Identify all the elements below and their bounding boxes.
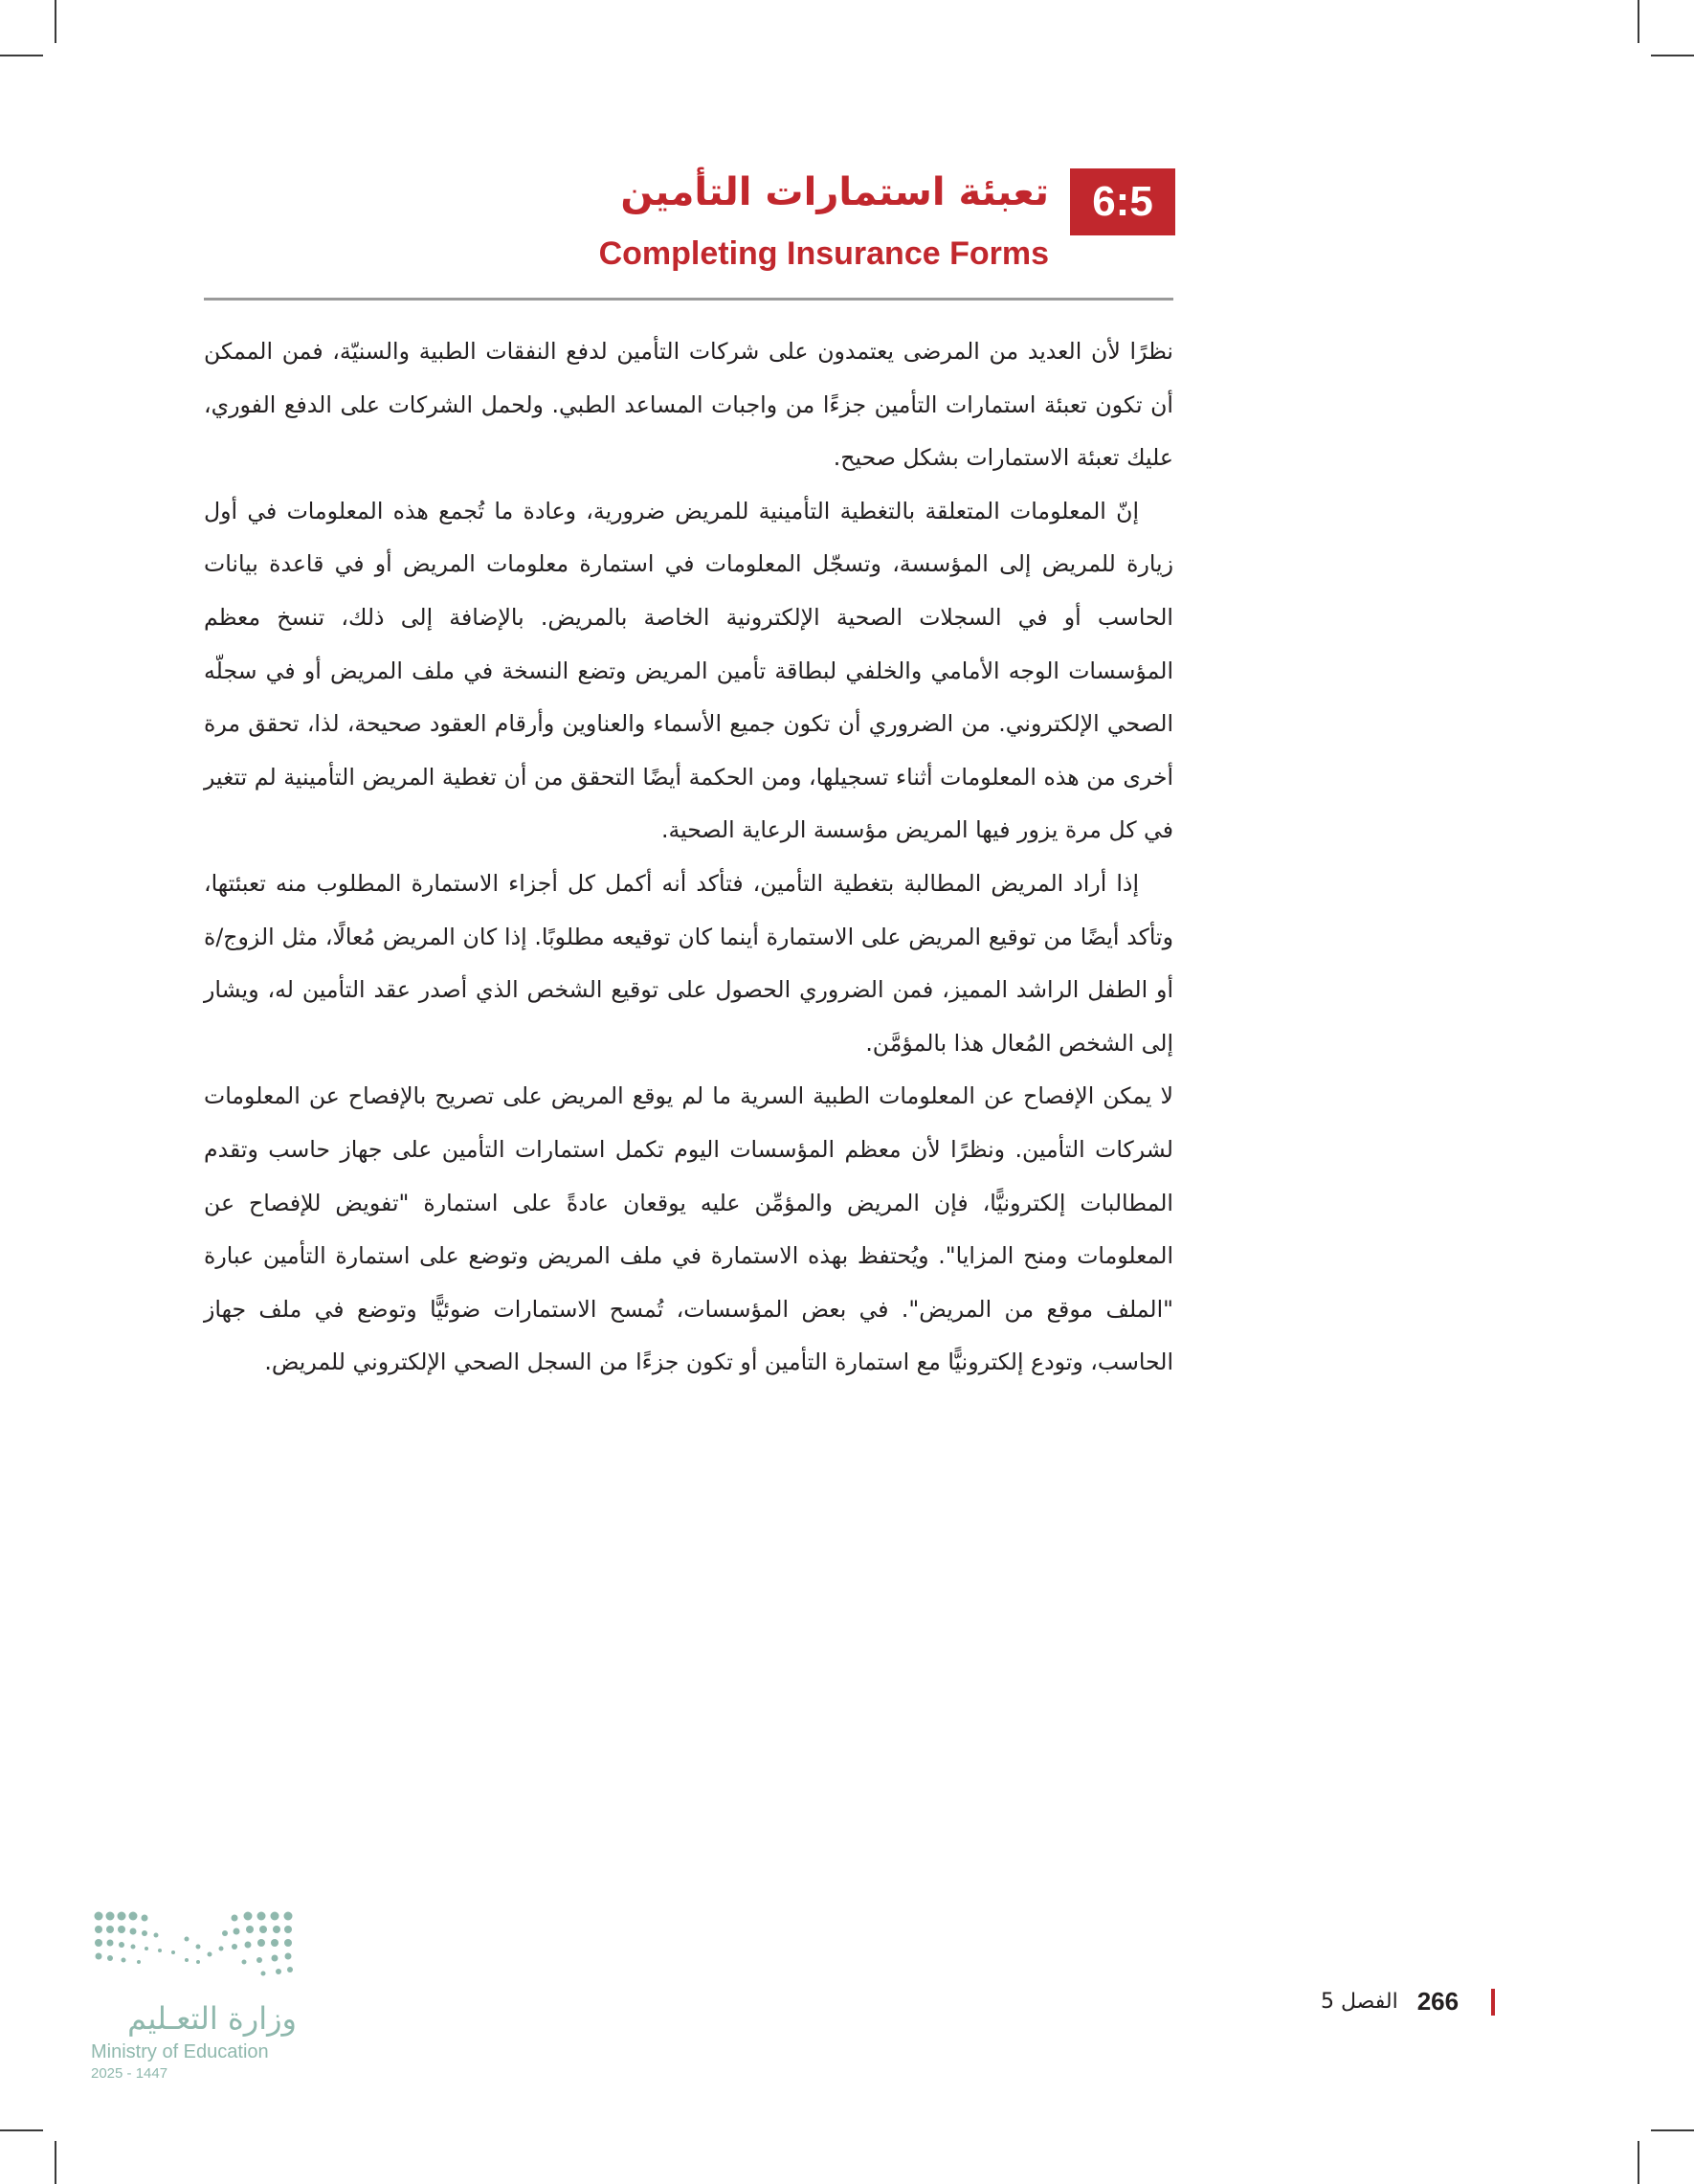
ministry-logo [91, 1905, 311, 2082]
paragraph: نظرًا لأن العديد من المرضى يعتمدون على شركات التأمين لدفع النفقات الطبية والسنيّة، فمن الممكن أن تكون تعبئة استمارات التأمين جزءًا من واجبات المساعد الطبي. ولحمل الشركات على الدفع الفوري، عليك تعبئة الاستمارات بشكل صحيح. [204, 338, 1173, 472]
crop-mark [1651, 55, 1694, 56]
paragraph: إنّ المعلومات المتعلقة بالتغطية التأمينية للمريض ضرورية، وعادة ما تُجمع هذه المعلومات في أول زيارة للمريض إلى المؤسسة، وتسجّل المعلومات في استمارة معلومات المريض أو في قاعدة بيانات الحاسب أو في السجلات الصحية الإلكترونية الخاصة بالمريض. بالإضافة إلى ذلك، تنسخ معظم المؤسسات الوجه الأمامي والخلفي لبطاقة تأمين المريض وتضع النسخة في ملف المريض أو في سجلّه الصحي الإلكتروني. من الضروري أن تكون جميع الأسماء والعناوين وأرقام العقود صحيحة، لذا، تحقق مرة أخرى من هذه المعلومات أثناء تسجيلها، ومن الحكمة أيضًا التحقق من أن تغطية المريض التأمينية لم تتغير في كل مرة يزور فيها المريض مؤسسة الرعاية الصحية. [204, 497, 1173, 844]
section-heading [574, 163, 1175, 282]
heading-divider [204, 298, 1173, 301]
crop-mark [55, 0, 56, 43]
crop-mark [1651, 2129, 1694, 2131]
crop-mark [0, 55, 43, 56]
crop-mark [0, 2129, 43, 2131]
section-title-arabic: تعبئة استمارات التأمين [620, 170, 1049, 214]
chapter-label: الفصل 5 [1321, 1990, 1398, 2014]
crop-mark [55, 2141, 56, 2184]
section-number-badge: 6:5 [1070, 168, 1175, 235]
ministry-year: 2025 - 1447 [91, 2065, 168, 2082]
section-title-english: Completing Insurance Forms [598, 235, 1049, 272]
page-marker-bar [1491, 1989, 1495, 2016]
page-footer [1321, 1987, 1495, 2017]
paragraph: إذا أراد المريض المطالبة بتغطية التأمين، فتأكد أنه أكمل كل أجزاء الاستمارة المطلوب منه تعبئتها، وتأكد أيضًا من توقيع المريض على الاستمارة أينما كان توقيعه مطلوبًا. إذا كان المريض مُعالًا، مثل الزوج/ة أو الطفل الراشد المميز، فمن الضروري الحصول على توقيع الشخص الذي أصدر عقد التأمين له، ويشار إلى الشخص المُعال هذا بالمؤمَّن. [204, 869, 1173, 1057]
ministry-name-arabic: وزارة التعـليم [127, 2000, 297, 2037]
body-text [204, 325, 1173, 1390]
logo-dots-icon [91, 1905, 301, 1995]
paragraph: لا يمكن الإفصاح عن المعلومات الطبية السرية ما لم يوقع المريض على تصريح بالإفصاح عن المعلومات لشركات التأمين. ونظرًا لأن معظم المؤسسات اليوم تكمل استمارات التأمين على جهاز حاسب وتقدم المطالبات إلكترونيًّا، فإن المريض والمؤمِّن عليه يوقعان عادةً على استمارة "تفويض للإفصاح عن المعلومات ومنح المزايا". ويُحتفظ بهذه الاستمارة في ملف المريض وتوضع على استمارة التأمين عبارة "الملف موقع من المريض". في بعض المؤسسات، تُمسح الاستمارات ضوئيًّا وتوضع في ملف جهاز الحاسب، وتودع إلكترونيًّا مع استمارة التأمين أو تكون جزءًا من السجل الصحي الإلكتروني للمريض. [204, 1082, 1173, 1376]
page-number: 266 [1416, 1987, 1460, 2016]
ministry-name-english: Ministry of Education [91, 2041, 269, 2062]
crop-mark [1638, 0, 1639, 43]
crop-mark [1638, 2141, 1639, 2184]
